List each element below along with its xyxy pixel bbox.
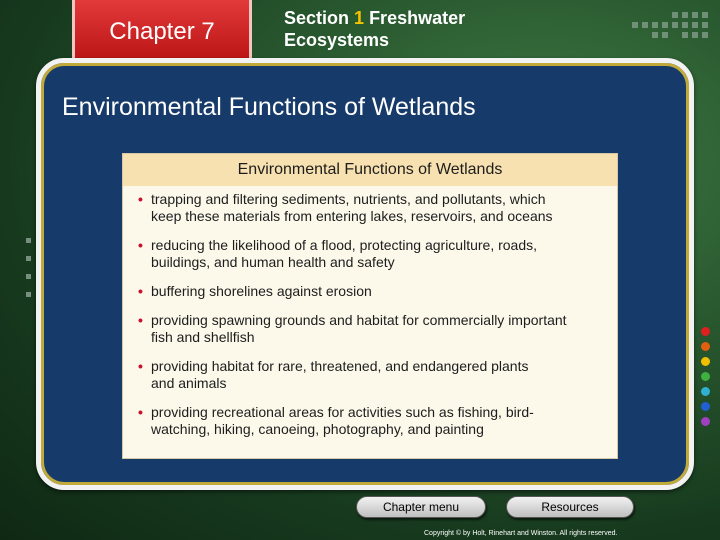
color-dot	[701, 327, 710, 336]
section-name-line2: Ecosystems	[284, 30, 390, 50]
section-prefix: Section	[284, 8, 350, 28]
list-item-line2: and animals	[151, 375, 227, 391]
color-dot	[701, 372, 710, 381]
list-item	[138, 358, 607, 392]
color-dot	[701, 402, 710, 411]
list-item-line1: providing recreational areas for activities such as fishing, bird-	[151, 404, 534, 420]
list-item-line1: providing habitat for rare, threatened, and endangered plants	[151, 358, 529, 374]
list-item-line2: keep these materials from entering lakes, reservoirs, and oceans	[151, 208, 553, 224]
list-item-line1: reducing the likelihood of a flood, protecting agriculture, roads,	[151, 237, 538, 253]
bullet-icon: •	[138, 358, 143, 374]
decorative-color-dots	[701, 327, 711, 432]
wetlands-functions-figure	[122, 153, 618, 459]
list-item-line2: watching, hiking, canoeing, photography, and painting	[151, 421, 484, 437]
list-item	[138, 237, 607, 271]
chapter-menu-button[interactable]: Chapter menu	[356, 496, 486, 518]
list-item-line2: fish and shellfish	[151, 329, 255, 345]
list-item	[138, 283, 607, 300]
list-item-line2: buildings, and human health and safety	[151, 254, 395, 270]
bullet-icon: •	[138, 237, 143, 253]
list-item	[138, 191, 607, 225]
slide-title: Environmental Functions of Wetlands	[62, 93, 476, 121]
color-dot	[701, 417, 710, 426]
color-dot	[701, 387, 710, 396]
bullet-icon: •	[138, 191, 143, 207]
bullet-icon: •	[138, 312, 143, 328]
bullet-icon: •	[138, 404, 143, 420]
functions-list	[123, 186, 617, 438]
figure-header: Environmental Functions of Wetlands	[123, 154, 617, 186]
decorative-left-dots	[26, 238, 32, 308]
section-number: 1	[354, 8, 365, 28]
chapter-label: Chapter 7	[109, 18, 215, 45]
list-item	[138, 312, 607, 346]
list-item	[138, 404, 607, 438]
list-item-line1: providing spawning grounds and habitat for commercially important	[151, 312, 567, 328]
section-name-line1: Freshwater	[369, 8, 466, 28]
color-dot	[701, 357, 710, 366]
list-item-line1: trapping and filtering sediments, nutrients, and pollutants, which	[151, 191, 546, 207]
list-item-line1: buffering shorelines against erosion	[151, 283, 372, 299]
section-title	[284, 7, 544, 51]
bullet-icon: •	[138, 283, 143, 299]
copyright-text: Copyright © by Holt, Rinehart and Winston. All rights reserved.	[424, 530, 618, 537]
color-dot	[701, 342, 710, 351]
resources-button[interactable]: Resources	[506, 496, 634, 518]
decorative-dot-grid	[632, 8, 712, 48]
